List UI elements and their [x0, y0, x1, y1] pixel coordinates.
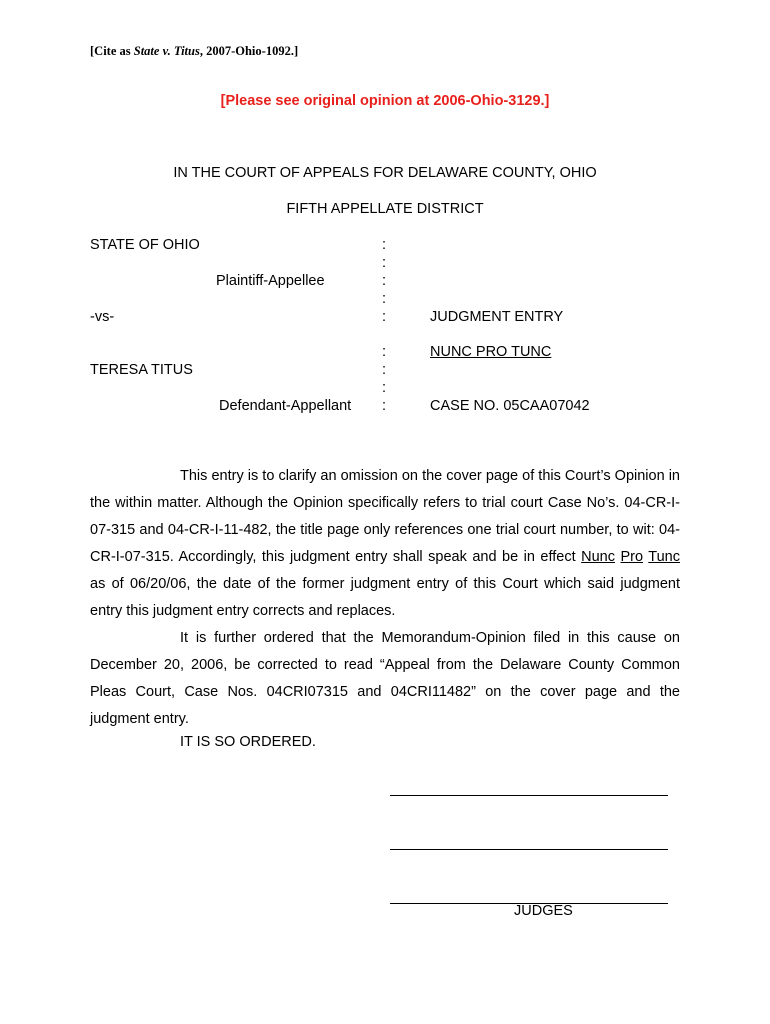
caption-colon: :	[382, 362, 387, 378]
nunc-word: Nunc	[581, 549, 615, 565]
versus-label: -vs-	[90, 309, 115, 325]
case-number: CASE NO. 05CAA07042	[430, 398, 590, 414]
defendant-role: Defendant-Appellant	[219, 398, 352, 414]
caption-colon: :	[382, 291, 387, 307]
caption-colon: :	[382, 344, 387, 360]
court-heading: IN THE COURT OF APPEALS FOR DELAWARE COUNTY, OHIO	[173, 165, 597, 181]
pro-word: Pro	[620, 549, 644, 565]
paragraph-1-text: This entry is to clarify an omission on the cover page of this Court’s Opinion in the within matter. Although the Opinion specifically refers to trial court Case No’s. 04-CR-I-07-315 and 04-CR-I-11-482, the title page only references one trial court number, to wit: 04-CR-I-07-315. Accordingly, this judgment entry shall speak and be in effect	[90, 468, 680, 565]
body-paragraph-1	[90, 463, 680, 625]
caption-colon: :	[382, 309, 387, 325]
caption-colon: :	[382, 237, 387, 253]
caption-colon: :	[382, 398, 387, 414]
signature-line	[390, 849, 668, 850]
paragraph-1-text-end: as of 06/20/06, the date of the former judgment entry of this Court which said judgment entry this judgment entry corrects and replaces.	[90, 576, 680, 619]
so-ordered: IT IS SO ORDERED.	[180, 734, 316, 750]
plaintiff-name: STATE OF OHIO	[90, 237, 200, 253]
caption-colon: :	[382, 380, 387, 396]
cite-suffix: , 2007-Ohio-1092.]	[199, 44, 299, 58]
plaintiff-role: Plaintiff-Appellee	[216, 273, 325, 289]
original-opinion-notice: [Please see original opinion at 2006-Ohio-3129.]	[220, 93, 550, 109]
caption-colon: :	[382, 273, 387, 289]
cite-prefix: [Cite as	[90, 44, 134, 58]
nunc-pro-tunc-title: NUNC PRO TUNC	[430, 344, 552, 360]
signature-line	[390, 795, 668, 796]
caption-colon: :	[382, 255, 387, 271]
cite-case-name: State v. Titus	[133, 44, 200, 58]
tunc-word: Tunc	[648, 549, 680, 565]
body-paragraph-2: It is further ordered that the Memorandum-Opinion filed in this cause on December 20, 2006, be corrected to read “Appeal from the Delaware County Common Pleas Court, Case Nos. 04CRI07315 and 04CRI11482” on the cover page and the judgment entry.	[90, 630, 680, 727]
defendant-name: TERESA TITUS	[90, 362, 193, 378]
citation-header	[90, 44, 298, 59]
judges-label: JUDGES	[514, 903, 573, 919]
judgment-entry-title: JUDGMENT ENTRY	[430, 309, 564, 325]
district-heading: FIFTH APPELLATE DISTRICT	[286, 201, 484, 217]
